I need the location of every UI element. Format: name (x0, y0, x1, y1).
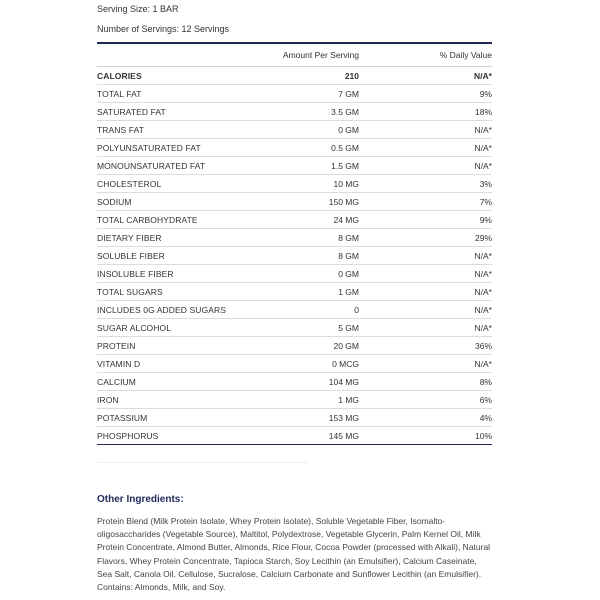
number-of-servings: Number of Servings: 12 Servings (97, 24, 230, 34)
nutrient-name: MONOUNSATURATED FAT (97, 157, 267, 175)
nutrient-amount: 1 GM (267, 283, 359, 301)
nutrient-daily-value: N/A* (359, 157, 492, 175)
nutrient-name: POTASSIUM (97, 409, 267, 427)
nutrient-name: CALCIUM (97, 373, 267, 391)
nutrient-name: TRANS FAT (97, 121, 267, 139)
nutrient-amount: 24 MG (267, 211, 359, 229)
table-row (97, 301, 492, 319)
nutrient-name: POLYUNSATURATED FAT (97, 139, 267, 157)
table-row (97, 319, 492, 337)
other-ingredients-text: Protein Blend (Milk Protein Isolate, Whey Protein Isolate), Soluble Vegetable Fiber, Isomalto-oligosaccharides (Vegetable Source), Maltitol, Polydextrose, Vegetable Glycerin, Palm Kernel Oil, Milk Protein Concentrate, Almond Butter, Almonds, Rice Flour, Cocoa Powder (processed with Alkali), Natural Flavors, Whey Protein Concentrate, Tapioca Starch, Soy Lecithin (an Emulsifier), Calcium Caseinate, Sea Salt, Canola Oil, Cellulose, Sucralose, Calcium Carbonate and Sunflower Lecithin (an Emulsifier). Contains: Almonds, Milk, and Soy. (97, 516, 491, 593)
table-row (97, 67, 492, 85)
nutrient-amount: 210 (267, 67, 359, 85)
table-row (97, 211, 492, 229)
nutrient-amount: 145 MG (267, 427, 359, 445)
table-row (97, 427, 492, 445)
nutrient-daily-value: 3% (359, 175, 492, 193)
table-row (97, 103, 492, 121)
header-amount: Amount Per Serving (267, 43, 359, 67)
nutrient-daily-value: 8% (359, 373, 492, 391)
table-row (97, 85, 492, 103)
header-daily-value: % Daily Value (359, 43, 492, 67)
nutrient-name: TOTAL SUGARS (97, 283, 267, 301)
nutrient-daily-value: 10% (359, 427, 492, 445)
nutrient-name: PHOSPHORUS (97, 427, 267, 445)
nutrient-name: SODIUM (97, 193, 267, 211)
nutrient-daily-value: 4% (359, 409, 492, 427)
nutrient-amount: 7 GM (267, 85, 359, 103)
nutrient-daily-value: 6% (359, 391, 492, 409)
table-row (97, 229, 492, 247)
nutrient-daily-value: 18% (359, 103, 492, 121)
nutrient-name: DIETARY FIBER (97, 229, 267, 247)
nutrient-amount: 8 GM (267, 247, 359, 265)
nutrient-name: SUGAR ALCOHOL (97, 319, 267, 337)
table-row (97, 283, 492, 301)
nutrient-daily-value: N/A* (359, 121, 492, 139)
nutrient-daily-value: 9% (359, 211, 492, 229)
nutrient-name: CALORIES (97, 67, 267, 85)
nutrient-amount: 1.5 GM (267, 157, 359, 175)
nutrition-table (97, 42, 492, 445)
nutrient-amount: 150 MG (267, 193, 359, 211)
nutrient-amount: 5 GM (267, 319, 359, 337)
table-row (97, 175, 492, 193)
nutrient-amount: 0.5 GM (267, 139, 359, 157)
nutrient-daily-value: N/A* (359, 355, 492, 373)
table-row (97, 193, 492, 211)
nutrient-amount: 104 MG (267, 373, 359, 391)
nutrient-amount: 3.5 GM (267, 103, 359, 121)
table-row (97, 139, 492, 157)
nutrient-name: CHOLESTEROL (97, 175, 267, 193)
table-row (97, 391, 492, 409)
table-row (97, 247, 492, 265)
table-row (97, 409, 492, 427)
nutrient-name: TOTAL FAT (97, 85, 267, 103)
header-nutrient (97, 43, 267, 67)
nutrient-name: TOTAL CARBOHYDRATE (97, 211, 267, 229)
nutrient-amount: 8 GM (267, 229, 359, 247)
section-divider (97, 462, 307, 463)
nutrient-amount: 20 GM (267, 337, 359, 355)
nutrient-amount: 0 MCG (267, 355, 359, 373)
nutrient-daily-value: 7% (359, 193, 492, 211)
nutrient-daily-value: N/A* (359, 139, 492, 157)
serving-size: Serving Size: 1 BAR (97, 4, 179, 14)
nutrient-daily-value: 36% (359, 337, 492, 355)
nutrient-daily-value: N/A* (359, 265, 492, 283)
table-row (97, 337, 492, 355)
table-row (97, 355, 492, 373)
table-row (97, 265, 492, 283)
nutrient-amount: 0 GM (267, 121, 359, 139)
nutrient-name: VITAMIN D (97, 355, 267, 373)
nutrient-amount: 153 MG (267, 409, 359, 427)
nutrient-daily-value: N/A* (359, 283, 492, 301)
nutrient-daily-value: N/A* (359, 67, 492, 85)
nutrient-name: INCLUDES 0G ADDED SUGARS (97, 301, 267, 319)
table-row (97, 373, 492, 391)
nutrient-amount: 1 MG (267, 391, 359, 409)
nutrient-name: PROTEIN (97, 337, 267, 355)
nutrient-name: SOLUBLE FIBER (97, 247, 267, 265)
nutrient-name: IRON (97, 391, 267, 409)
nutrient-daily-value: N/A* (359, 301, 492, 319)
other-ingredients-title: Other Ingredients: (97, 494, 184, 505)
nutrient-daily-value: N/A* (359, 247, 492, 265)
nutrient-daily-value: 29% (359, 229, 492, 247)
nutrient-amount: 10 MG (267, 175, 359, 193)
table-header (97, 43, 492, 67)
nutrient-amount: 0 (267, 301, 359, 319)
table-row (97, 157, 492, 175)
nutrient-name: INSOLUBLE FIBER (97, 265, 267, 283)
nutrient-amount: 0 GM (267, 265, 359, 283)
table-row (97, 121, 492, 139)
nutrient-daily-value: N/A* (359, 319, 492, 337)
nutrient-name: SATURATED FAT (97, 103, 267, 121)
nutrient-daily-value: 9% (359, 85, 492, 103)
